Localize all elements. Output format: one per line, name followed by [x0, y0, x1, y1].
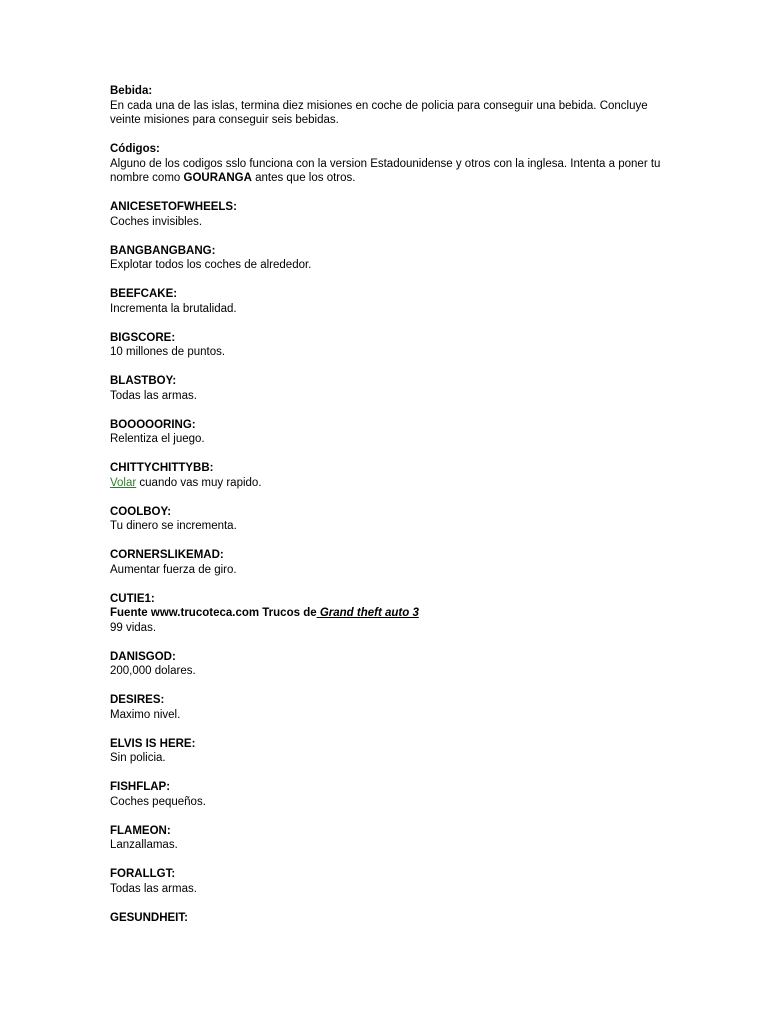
code-name: CHITTYCHITTYBB:: [110, 462, 214, 474]
code-description: Coches invisibles.: [110, 215, 203, 228]
code-name: DESIRES:: [110, 694, 165, 706]
code-entry-bigscore: [110, 331, 670, 360]
code-entry-blastboy: [110, 374, 670, 403]
code-description: Lanzallamas.: [110, 839, 178, 851]
code-name: DANISGOD:: [110, 650, 176, 663]
code-description: Incrementa la brutalidad.: [110, 302, 237, 315]
code-name: COOLBOY:: [110, 505, 172, 518]
codigos-heading: Códigos:: [110, 143, 160, 155]
code-entry-chittychittybb: [110, 461, 670, 490]
code-entry-elvis-is-here: [110, 737, 670, 766]
code-description: Todas las armas.: [110, 882, 197, 895]
code-name: FISHFLAP:: [110, 781, 171, 793]
bebida-section: [110, 84, 670, 128]
code-description: Sin policia.: [110, 752, 166, 764]
code-description: Maximo nivel.: [110, 708, 181, 721]
code-name: BANGBANGBANG:: [110, 244, 216, 257]
codigos-text-before: Alguno de los codigos sslo funciona con la version Estadounidense y otros con la inglesa. Intenta a poner tu nombre como: [110, 157, 661, 184]
gouranga-keyword: GOURANGA: [183, 172, 252, 184]
code-entry-booooring: [110, 418, 670, 447]
code-description: 200,000 dolares.: [110, 665, 196, 677]
code-entry-beefcake: [110, 287, 670, 316]
code-description: Relentiza el juego.: [110, 433, 205, 445]
code-entry-cornerslikemad: [110, 548, 670, 577]
bebida-text: En cada una de las islas, termina diez misiones en coche de policia para conseguir una bebida. Concluye veinte misiones para conseguir seis bebidas.: [110, 99, 648, 126]
source-credit-line: [110, 606, 670, 621]
code-entry-forallgt: [110, 867, 670, 896]
code-description: 99 vidas.: [110, 621, 157, 634]
code-entry-bangbangbang: [110, 244, 670, 273]
code-description: Aumentar fuerza de giro.: [110, 563, 237, 576]
code-name: BIGSCORE:: [110, 331, 176, 344]
code-name: FLAMEON:: [110, 824, 171, 837]
code-name: BOOOOORING:: [110, 418, 196, 431]
source-prefix: Fuente www.trucoteca.com Trucos de: [110, 607, 317, 619]
code-description: Explotar todos los coches de alrededor.: [110, 259, 312, 271]
code-description: Tu dinero se incrementa.: [110, 520, 237, 532]
source-title-link[interactable]: Grand theft auto 3: [316, 607, 419, 619]
code-name: FORALLGT:: [110, 868, 176, 880]
code-entry-cutie1: [110, 592, 670, 636]
code-description: Todas las armas.: [110, 389, 197, 402]
code-description-rest: cuando vas muy rapido.: [136, 476, 262, 489]
code-description: 10 millones de puntos.: [110, 346, 226, 358]
code-name: BLASTBOY:: [110, 375, 177, 387]
codigos-text-after: antes que los otros.: [251, 172, 356, 184]
code-name: ELVIS IS HERE:: [110, 737, 196, 750]
document-page: [110, 84, 670, 940]
code-name: CORNERSLIKEMAD:: [110, 549, 224, 561]
code-name: ANICESETOFWHEELS:: [110, 201, 237, 213]
code-entry-desires: [110, 693, 670, 722]
bebida-heading: Bebida:: [110, 85, 153, 97]
code-entry-fishflap: [110, 780, 670, 809]
code-name: CUTIE1:: [110, 592, 155, 605]
code-description: Coches pequeños.: [110, 795, 206, 808]
code-entry-anicesetofwheels: [110, 200, 670, 229]
volar-link[interactable]: Volar: [110, 476, 137, 489]
code-entry-flameon: [110, 824, 670, 853]
codigos-section: [110, 142, 670, 186]
code-entry-danisgod: [110, 650, 670, 679]
code-name: BEEFCAKE:: [110, 288, 178, 300]
code-entry-gesundheit: [110, 911, 670, 926]
codigos-text: [110, 157, 670, 186]
code-entry-coolboy: [110, 505, 670, 534]
code-description: [110, 476, 670, 491]
code-name: GESUNDHEIT:: [110, 911, 188, 924]
